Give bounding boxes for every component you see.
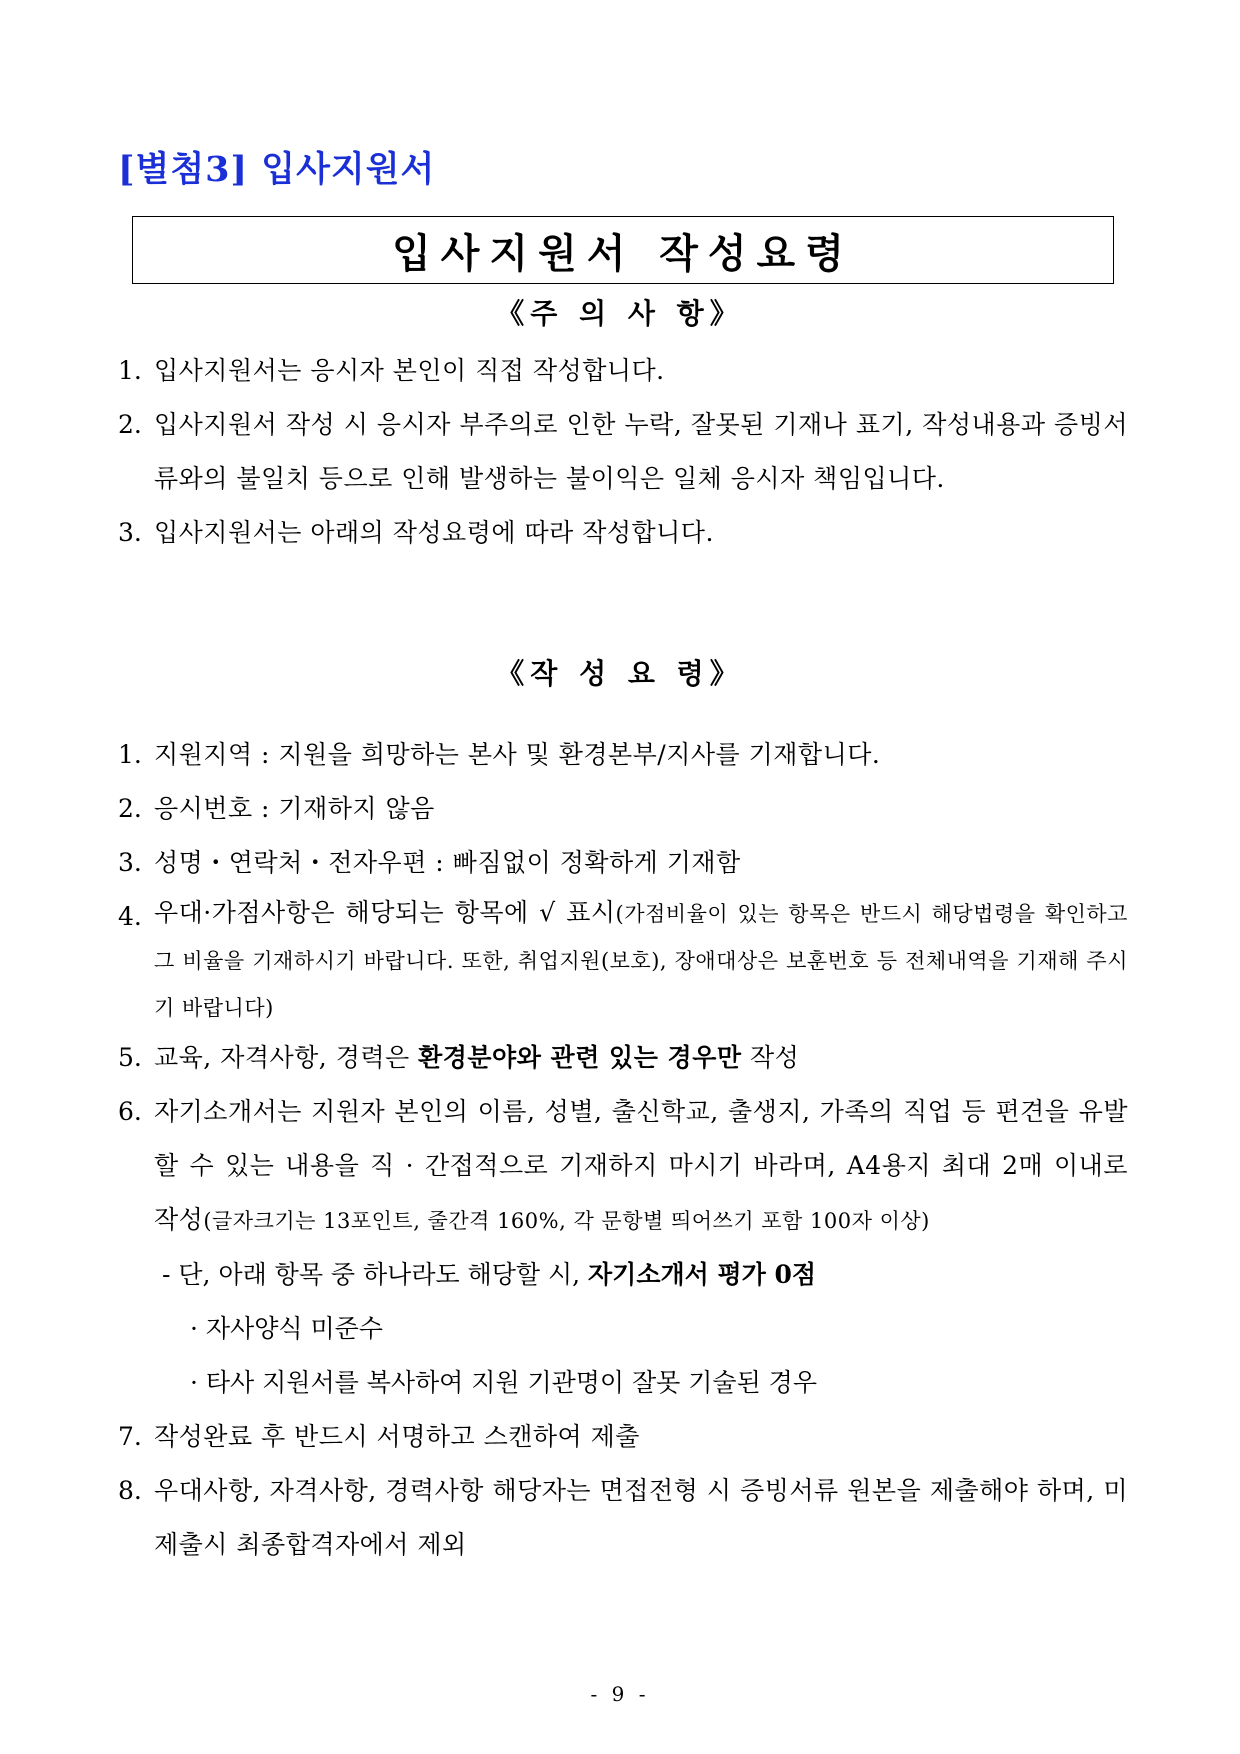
list-item (118, 782, 1128, 836)
item-text: 입사지원서는 응시자 본인이 직접 작성합니다. (154, 356, 665, 385)
list-item (118, 728, 1128, 782)
guidelines-list (118, 728, 1128, 1572)
item-number: 2. (118, 794, 142, 823)
precautions-list (118, 344, 1128, 560)
item-text: 지원지역 : 지원을 희망하는 본사 및 환경본부/지사를 기재합니다. (154, 740, 881, 769)
item-number: 3. (118, 518, 142, 547)
list-item (118, 1085, 1128, 1248)
item-text: 우대·가점사항은 해당되는 항목에 √ 표시 (154, 898, 616, 927)
item-text-block (154, 1031, 1128, 1085)
item-text: 자기소개서는 지원자 본인의 이름, 성별, 출신학교, 출생지, 가족의 직업 등 편견을 유발할 수 있는 내용을 직 · 간접적으로 기재하지 마시기 바라며, A4용지 최대 2매 이내로 작성 (154, 1097, 1128, 1234)
item-text: 입사지원서 작성 시 응시자 부주의로 인한 누락, 잘못된 기재나 표기, 작성내용과 증빙서류와의 불일치 등으로 인해 발생하는 불이익은 일체 응시자 책임입니다. (154, 410, 1128, 493)
attachment-label: [별첨3] 입사지원서 (118, 149, 436, 190)
exception-text: - 단, 아래 항목 중 하나라도 해당할 시, (162, 1260, 589, 1289)
list-item (118, 1031, 1128, 1085)
item-number: 6. (118, 1097, 142, 1126)
item-text: 입사지원서는 아래의 작성요령에 따라 작성합니다. (154, 518, 714, 547)
list-item (118, 890, 1128, 1031)
item-text-after: 작성 (741, 1043, 800, 1072)
precautions-heading: 《주 의 사 항》 (496, 297, 744, 330)
exception-emphasis: 자기소개서 평가 0점 (588, 1260, 817, 1289)
item-number: 1. (118, 356, 142, 385)
item-text: 성명・연락처・전자우편 : 빠짐없이 정확하게 기재함 (154, 848, 741, 877)
item-text: 우대사항, 자격사항, 경력사항 해당자는 면접전형 시 증빙서류 원본을 제출해야 하며, 미제출시 최종합격자에서 제외 (154, 1476, 1128, 1559)
list-item (118, 398, 1128, 506)
sub-list-item: · 자사양식 미준수 (190, 1314, 383, 1343)
exception-line (118, 1248, 1128, 1302)
item-note: (글자크기는 13포인트, 줄간격 160%, 각 문항별 띄어쓰기 포함 100자 이상) (203, 1209, 930, 1233)
list-item (118, 836, 1128, 890)
list-item (118, 506, 1128, 560)
list-item (118, 1410, 1128, 1464)
item-number: 1. (118, 740, 142, 769)
item-number: 5. (118, 1043, 142, 1072)
document-title-box (132, 216, 1114, 284)
item-number: 3. (118, 848, 142, 877)
item-number: 2. (118, 410, 142, 439)
item-text: 응시번호 : 기재하지 않음 (154, 794, 435, 823)
item-text: 교육, 자격사항, 경력은 (154, 1043, 419, 1072)
item-text-block (154, 890, 1128, 1031)
sub-list-item: · 타사 지원서를 복사하여 지원 기관명이 잘못 기술된 경우 (190, 1368, 817, 1397)
document-title: 입사지원서 작성요령 (392, 229, 854, 277)
item-number: 8. (118, 1476, 142, 1505)
item-text: 작성완료 후 반드시 서명하고 스캔하여 제출 (154, 1422, 640, 1451)
item-emphasis: 환경분야와 관련 있는 경우만 (418, 1043, 742, 1072)
list-item (118, 1464, 1128, 1572)
item-number: 4. (118, 902, 142, 931)
item-text-block (154, 1085, 1128, 1248)
list-item (118, 344, 1128, 398)
item-number: 7. (118, 1422, 142, 1451)
item-note: (가점비율이 있는 항목은 반드시 해당법령을 확인하고 그 비율을 기재하시기 바랍니다. 또한, 취업지원(보호), 장애대상은 보훈번호 등 전체내역을 기재해 주시기 바랍니다) (154, 902, 1128, 1020)
page-number: - 9 - (590, 1682, 650, 1706)
guidelines-heading: 《작 성 요 령》 (496, 657, 744, 690)
